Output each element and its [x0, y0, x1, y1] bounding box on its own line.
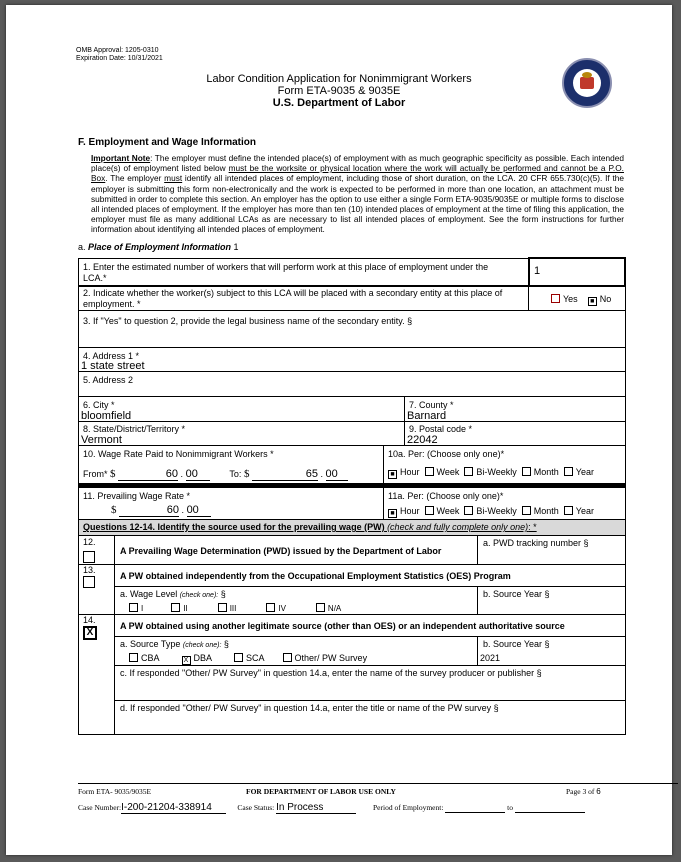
section-title: F. Employment and Wage Information: [78, 137, 256, 148]
footer-rule: [78, 783, 678, 784]
prevailing-wage-cents[interactable]: 00: [187, 504, 211, 517]
period-end: [515, 803, 585, 813]
q10a-label: 10a. Per: (Choose only one)*: [388, 449, 505, 459]
source-dba-checkbox[interactable]: X DBA: [182, 653, 213, 663]
pw-per-year-checkbox[interactable]: Year: [564, 506, 594, 516]
per-month-checkbox[interactable]: Month: [522, 467, 559, 477]
q13-source-year-label: b. Source Year §: [483, 589, 550, 599]
omb-approval: OMB Approval: 1205-0310: [76, 47, 159, 54]
q14d-label: d. If responded "Other/ PW Survey" in question 14.a, enter the title or name of the PW survey §: [120, 703, 499, 713]
source-sca-checkbox[interactable]: SCA: [234, 653, 265, 663]
address1-input[interactable]: 1 state street: [81, 360, 145, 372]
wage-level-iv-checkbox[interactable]: IV: [266, 604, 286, 613]
q13-number: 13.: [83, 565, 96, 575]
pw-per-week-checkbox[interactable]: Week: [425, 506, 460, 516]
q11a-label: 11a. Per: (Choose only one)*: [388, 491, 504, 501]
city-input[interactable]: bloomfield: [81, 410, 132, 422]
period-start: [445, 803, 505, 813]
place-of-employment-heading: a. Place of Employment Information 1: [78, 242, 239, 252]
footer-form-number: Form ETA- 9035/9035E: [78, 787, 152, 796]
q14-source-year-input[interactable]: 2021: [480, 653, 501, 663]
pw-per-biweekly-checkbox[interactable]: Bi-Weekly: [464, 506, 516, 516]
postal-code-input[interactable]: 22042: [407, 434, 438, 446]
q5-label: 5. Address 2: [83, 375, 134, 385]
q11-label: 11. Prevailing Wage Rate *: [83, 491, 191, 501]
footer-dol-use-only: FOR DEPARTMENT OF LABOR USE ONLY: [246, 787, 396, 796]
secondary-entity-yes-checkbox[interactable]: Yes: [551, 294, 578, 304]
worker-count-input[interactable]: 1: [534, 265, 541, 277]
wage-from-cents[interactable]: 00: [186, 468, 210, 481]
q9-label: 9. Postal code *: [409, 424, 473, 434]
form-title: Labor Condition Application for Nonimmigrant Workers: [206, 73, 472, 85]
source-other-survey-checkbox[interactable]: Other/ PW Survey: [283, 653, 368, 663]
q3-label: 3. If "Yes" to question 2, provide the legal business name of the secondary entity. §: [83, 316, 413, 326]
q6-label: 6. City *: [83, 400, 115, 410]
dol-seal-logo: [562, 58, 612, 108]
secondary-entity-no-checkbox[interactable]: ■ No: [588, 294, 612, 304]
q7-label: 7. County *: [409, 400, 454, 410]
wage-level-ii-checkbox[interactable]: II: [171, 604, 187, 613]
q12-number: 12.: [83, 537, 96, 547]
q10-label: 10. Wage Rate Paid to Nonimmigrant Workers *: [83, 449, 274, 459]
q14-number: 14.: [83, 615, 96, 625]
q13-checkbox[interactable]: [83, 576, 95, 588]
wage-level-iii-checkbox[interactable]: III: [218, 604, 237, 613]
wage-to-cents[interactable]: 00: [326, 468, 348, 481]
pw-per-hour-checkbox[interactable]: ■ Hour: [388, 506, 420, 516]
per-week-checkbox[interactable]: Week: [425, 467, 460, 477]
q14-checkbox[interactable]: X: [83, 626, 97, 640]
case-number: I-200-21204-338914: [121, 802, 226, 814]
q12-label: A Prevailing Wage Determination (PWD) issued by the Department of Labor: [120, 546, 442, 556]
q1-label: 1. Enter the estimated number of workers that will perform work at this place of employment under the LCA.*: [83, 262, 489, 283]
q8-label: 8. State/District/Territory *: [83, 424, 186, 434]
wage-from-dollars[interactable]: 60: [118, 468, 178, 481]
case-number-label: Case Number:: [78, 803, 122, 812]
case-status-label: Case Status:: [237, 803, 275, 812]
pwd-tracking-label: a. PWD tracking number §: [483, 538, 589, 548]
per-hour-checkbox[interactable]: ■ Hour: [388, 467, 420, 477]
q4-label: 4. Address 1 *: [83, 351, 140, 361]
per-year-checkbox[interactable]: Year: [564, 467, 594, 477]
source-cba-checkbox[interactable]: CBA: [129, 653, 160, 663]
q2-label: 2. Indicate whether the worker(s) subject to this LCA will be placed with a secondary entity at this place of employment. *: [83, 288, 503, 309]
page-number: Page 3 of 6: [566, 787, 601, 796]
prevailing-wage-dollars[interactable]: 60: [119, 504, 179, 517]
department-name: U.S. Department of Labor: [272, 97, 406, 109]
wage-level-na-checkbox[interactable]: N/A: [316, 604, 341, 613]
per-biweekly-checkbox[interactable]: Bi-Weekly: [464, 467, 516, 477]
case-status: In Process: [276, 802, 356, 814]
form-page: OMB Approval: 1205-0310 Expiration Date: 10/31/2021 Labor Condition Application for Nonimmigrant Workers Form ETA-9035 & 9035E U.S. Department of Labor F. Employment and Wage Information Important Note: The employer must define the intended place(s) of employment with as much geographic specificity as possible. Each intended place(s) of employment listed below must be the worksite or physical location where the work will actually be performed and cannot be a P.O. Box. The employer must identify all intended places of employment, including those of short duration, on the LCA. 20 CFR 655.730(c)(5). If the employer is submitting this form non-electronically and the work is expected to be performed in more than one location, an attachment must be submitted in order to complete this section. An employer has the option to use either a single Form ETA-9035/9035E or multiple forms to disclose all intended places of employment. If the employer has more than ten (10) intended places of employment at the time of filing this application, the employer must file as many additional LCAs as are necessary to list all intended places of employment. See the form instructions for further information about identifying all intended places of employment. a. Place of Employment Information 1 1. Enter the estimated number of workers that will perform work at this place of employment under the LCA.* 1 2. Indicate whether the worker(s) subject to this LCA will be placed with a secondary entity at this place of employment. * Yes ■ No 3. If "Yes" to question 2, provide the legal business name of the secondary entity. § 4. Address 1 * 1 state street 5. Address 2 6. City * bloomfield 7. County * Barnard 8. State/District/Territory * Vermont 9. Postal code * 22042 10. Wage Rate Paid to Nonimmigrant Workers * From* $ 60 . 00 To: $ 65 . 00 10a. Per: (Choose only one)* ■ Hour Week Bi-Weekly Month Year 11. Prevailing Wage Rate * $ 60 . 00 11a. Per: (Choose only one)* ■ Hour Week Bi-Weekly Month Year Questions 12-14. Identify the source used for the prevailing wage (PW) (check and fully complete only one): * 12. A Prevailing Wage Determination (PWD) issued by the Department of Labor a. PWD tracking number § 13. A PW obtained independently from the Occupational Employment Statistics (OES) Program a. Wage Level (check one): § I II III IV N/A b. Source Year § 14. X A PW obtained using another legitimate source (other than OES) or an independent authoritative source a. Source Type (check one): § CBA X DBA SCA Other/ PW Survey b. Source Year § 2021 c. If responded "Other/ PW Survey" in question 14.a, enter the name of the survey producer or publisher § d. If responded "Other/ PW Survey" in question 14.a, enter the title or name of the PW survey § Form ETA- 9035/9035E FOR DEPARTMENT OF LABOR USE ONLY Page 3 of 6 Case Number:I-200-21204-338914 Case Status: In Process Period of Employment: to: [6, 5, 672, 855]
wage-to-dollars[interactable]: 65: [252, 468, 318, 481]
q14-label: A PW obtained using another legitimate source (other than OES) or an independent authoritative source: [120, 621, 565, 631]
important-note: Important Note: The employer must define the intended place(s) of employment with as much geographic specificity as possible. Each intended place(s) of employment listed below must be the worksite or physical location where the work will actually be performed and cannot be a P.O. Box. The employer must identify all intended places of employment, including those of short duration, on the LCA. 20 CFR 655.730(c)(5). If the employer is submitting this form non-electronically and the work is expected to be performed in more than one location, an attachment must be submitted in order to complete this section. An employer has the option to use either a single Form ETA-9035/9035E or multiple forms to disclose all intended places of employment. If the employer has more than ten (10) intended places of employment at the time of filing this application, the employer must file as many additional LCAs as are necessary to list all intended places of employment. See the form instructions for further information about identifying all intended places of employment.: [91, 153, 624, 235]
period-label: Period of Employment:: [373, 803, 444, 812]
expiration-date: Expiration Date: 10/31/2021: [76, 55, 163, 62]
pw-per-month-checkbox[interactable]: Month: [522, 506, 559, 516]
q14c-label: c. If responded "Other/ PW Survey" in question 14.a, enter the name of the survey producer or publisher §: [120, 668, 542, 678]
form-number: Form ETA-9035 & 9035E: [277, 85, 401, 97]
q14-source-year-label: b. Source Year §: [483, 639, 550, 649]
q13-label: A PW obtained independently from the Occupational Employment Statistics (OES) Program: [120, 571, 511, 581]
state-input[interactable]: Vermont: [81, 434, 122, 446]
questions-12-14-header: Questions 12-14. Identify the source used for the prevailing wage (PW) (check and fully complete only one): *: [83, 522, 537, 532]
wage-level-i-checkbox[interactable]: I: [129, 604, 143, 613]
q12-checkbox[interactable]: [83, 551, 95, 563]
county-input[interactable]: Barnard: [407, 410, 447, 422]
q10a-options: [388, 467, 594, 479]
period-to: to: [507, 803, 514, 812]
